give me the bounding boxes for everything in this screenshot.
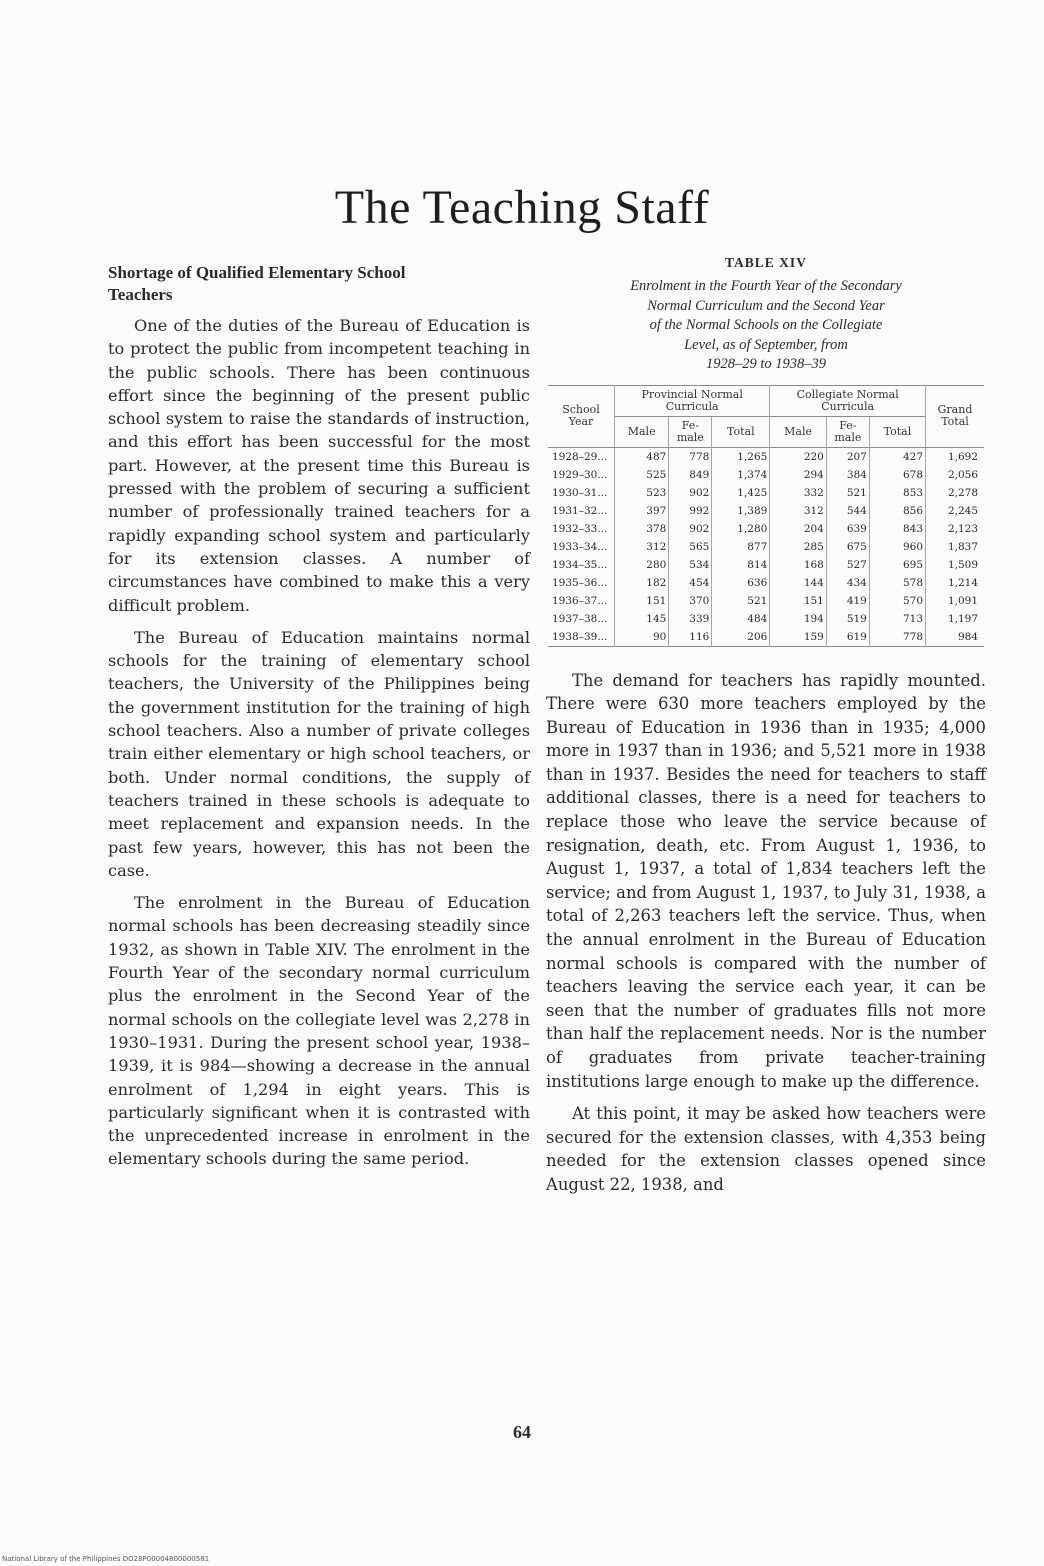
- table-cell: 523: [615, 484, 669, 502]
- table-row: [548, 592, 984, 610]
- table-cell: 1,837: [926, 538, 985, 556]
- table-caption: [546, 277, 986, 375]
- table-row: [548, 538, 984, 556]
- cell-school-year: 1937–38...: [552, 612, 608, 625]
- col-header-total: Total: [712, 416, 770, 447]
- table-cell: 384: [826, 466, 869, 484]
- table-cell: 534: [669, 556, 712, 574]
- table-row: [548, 466, 984, 484]
- table-row: [548, 502, 984, 520]
- table-row: [548, 520, 984, 538]
- table-row: [548, 610, 984, 628]
- table-cell: 339: [669, 610, 712, 628]
- table-cell: 182: [615, 574, 669, 592]
- table-cell: 1,197: [926, 610, 985, 628]
- table-cell: 519: [826, 610, 869, 628]
- page-title: The Teaching Staff: [334, 181, 710, 234]
- cell-school-year: 1933–34...: [552, 540, 608, 553]
- col-header-provincial: Provincial Normal Curricula: [615, 385, 770, 416]
- table-cell: 487: [615, 447, 669, 466]
- table-cell: 578: [869, 574, 925, 592]
- col-header-male: Male: [770, 416, 827, 447]
- cell-school-year: 1932–33...: [552, 522, 608, 535]
- table-cell: 427: [869, 447, 925, 466]
- right-body: [546, 669, 986, 1197]
- table-cell: 151: [770, 592, 827, 610]
- table-cell: 2,056: [926, 466, 985, 484]
- table-cell: 525: [615, 466, 669, 484]
- col-header-grand-total: Grand Total: [926, 385, 985, 447]
- cell-school-year: 1934–35...: [552, 558, 608, 571]
- col-header-total: Total: [869, 416, 925, 447]
- section-heading: [108, 262, 530, 306]
- table-cell: 984: [926, 628, 985, 647]
- table-cell: 778: [869, 628, 925, 647]
- col-header-collegiate: Collegiate Normal Curricula: [770, 385, 926, 416]
- table-cell: 145: [615, 610, 669, 628]
- paragraph: The demand for teachers has rapidly mounted. There were 630 more teachers employed by the Bureau of Education in 1936 than in 1935; 4,000 more in 1937 than in 1936; and 5,521 more in 1938 than in 1937. Besides the need for teachers to staff additional classes, there is a need for teachers to replace those who leave the service because of resignation, death, etc. From August 1, 1936, to August 1, 1937, a total of 1,834 teachers left the service; and from August 1, 1937, to July 31, 1938, a total of 2,263 teachers left the service. Thus, when the annual enrolment in the Bureau of Education normal schools is compared with the number of teachers leaving the service each year, it can be seen that the number of graduates fills not more than half the replacement needs. Nor is the number of graduates from private teacher-training institutions large enough to make up the difference.: [546, 670, 986, 1091]
- table-cell: 1,374: [712, 466, 770, 484]
- table-cell: 285: [770, 538, 827, 556]
- cell-school-year: 1931–32...: [552, 504, 608, 517]
- table-cell: 207: [826, 447, 869, 466]
- caption-line: 1928–29 to 1938–39: [705, 356, 827, 372]
- table-cell: 856: [869, 502, 925, 520]
- table-cell: 1,389: [712, 502, 770, 520]
- table-label: TABLE XIV: [725, 255, 807, 270]
- table-cell: 90: [615, 628, 669, 647]
- table-cell: 116: [669, 628, 712, 647]
- table-cell: 332: [770, 484, 827, 502]
- table-cell: 1,265: [712, 447, 770, 466]
- caption-line: Level, as of September, from: [684, 336, 848, 353]
- table-row: [548, 628, 984, 647]
- col-header-female: Fe-male: [669, 416, 712, 447]
- table-cell: 565: [669, 538, 712, 556]
- table-cell: 151: [615, 592, 669, 610]
- table-cell: 902: [669, 520, 712, 538]
- table-cell: 902: [669, 484, 712, 502]
- table-cell: 220: [770, 447, 827, 466]
- table-cell: 1,509: [926, 556, 985, 574]
- table-cell: 454: [669, 574, 712, 592]
- table-cell: 1,091: [926, 592, 985, 610]
- section-heading-line: Teachers: [108, 285, 173, 304]
- cell-school-year: 1930–31...: [552, 486, 608, 499]
- table-cell: 294: [770, 466, 827, 484]
- table-cell: 206: [712, 628, 770, 647]
- table-cell: 992: [669, 502, 712, 520]
- table-row: [548, 574, 984, 592]
- caption-line: of the Normal Schools on the Collegiate: [649, 317, 883, 333]
- table-cell: 1,425: [712, 484, 770, 502]
- table-row: [548, 484, 984, 502]
- table-cell: 675: [826, 538, 869, 556]
- col-header-female: Fe-male: [826, 416, 869, 447]
- table-cell: 521: [826, 484, 869, 502]
- table-cell: 521: [712, 592, 770, 610]
- table-cell: 544: [826, 502, 869, 520]
- table-cell: 434: [826, 574, 869, 592]
- right-column: [546, 255, 986, 1206]
- cell-school-year: 1928–29...: [552, 450, 608, 463]
- table-cell: 1,692: [926, 447, 985, 466]
- table-cell: 849: [669, 466, 712, 484]
- table-cell: 204: [770, 520, 827, 538]
- table-cell: 636: [712, 574, 770, 592]
- table-cell: 194: [770, 610, 827, 628]
- caption-line: Enrolment in the Fourth Year of the Secondary: [630, 278, 902, 294]
- section-heading-line: Shortage of Qualified Elementary School: [108, 263, 406, 282]
- table-cell: 159: [770, 628, 827, 647]
- col-header-male: Male: [615, 416, 669, 447]
- table-cell: 877: [712, 538, 770, 556]
- table-cell: 312: [770, 502, 827, 520]
- paragraph: One of the duties of the Bureau of Education is to protect the public from incompetent teaching in the public schools. There has been continuous effort since the beginning of the present public school system to raise the standards of instruction, and this effort has been successful for the most part. However, at the present time this Bureau is pressed with the problem of securing a sufficient number of professionally trained teachers for a rapidly expanding school system and particularly for its extension classes. A number of circumstances have combined to make this a very difficult problem.: [108, 316, 530, 615]
- table-cell: 2,245: [926, 502, 985, 520]
- table-cell: 1,280: [712, 520, 770, 538]
- cell-school-year: 1935–36...: [552, 576, 608, 589]
- table-cell: 312: [615, 538, 669, 556]
- cell-school-year: 1936–37...: [552, 594, 608, 607]
- table-cell: 619: [826, 628, 869, 647]
- page-number: 64: [513, 1422, 531, 1442]
- col-header-school-year: School Year: [548, 385, 615, 447]
- enrolment-table: [548, 385, 984, 647]
- table-cell: 378: [615, 520, 669, 538]
- paragraph: At this point, it may be asked how teachers were secured for the extension classes, with 4,353 being needed for the extension classes opened since August 22, 1938, and: [546, 1104, 986, 1194]
- table-cell: 397: [615, 502, 669, 520]
- scan-credit: National Library of the Philippines DO28P00004800000581: [2, 1555, 210, 1563]
- table-cell: 1,214: [926, 574, 985, 592]
- table-cell: 960: [869, 538, 925, 556]
- table-cell: 570: [869, 592, 925, 610]
- paragraph: The Bureau of Education maintains normal schools for the training of elementary school teachers, the University of the Philippines being the government institution for the training of high school teachers. Also a number of private colleges train either elementary or high school teachers, or both. Under normal conditions, the supply of teachers trained in these schools is adequate to meet replacement and expansion needs. In the past few years, however, this has not been the case.: [108, 627, 530, 880]
- table-cell: 678: [869, 466, 925, 484]
- table-cell: 2,123: [926, 520, 985, 538]
- cell-school-year: 1938–39...: [552, 630, 608, 643]
- table-cell: 168: [770, 556, 827, 574]
- table-cell: 713: [869, 610, 925, 628]
- caption-line: Normal Curriculum and the Second Year: [647, 297, 885, 314]
- table-cell: 419: [826, 592, 869, 610]
- table-cell: 144: [770, 574, 827, 592]
- table-cell: 527: [826, 556, 869, 574]
- table-row: [548, 447, 984, 466]
- table-row: [548, 556, 984, 574]
- table-cell: 639: [826, 520, 869, 538]
- left-column: [108, 262, 530, 1180]
- table-cell: 814: [712, 556, 770, 574]
- cell-school-year: 1929–30...: [552, 468, 608, 481]
- table-cell: 484: [712, 610, 770, 628]
- table-cell: 2,278: [926, 484, 985, 502]
- table-cell: 853: [869, 484, 925, 502]
- table-cell: 370: [669, 592, 712, 610]
- paragraph: The enrolment in the Bureau of Education normal schools has been decreasing steadily since 1932, as shown in Table XIV. The enrolment in the Fourth Year of the secondary normal curriculum plus the enrolment in the Second Year of the normal schools on the collegiate level was 2,278 in 1930–1931. During the present school year, 1938–1939, it is 984—showing a decrease in the annual enrolment of 1,294 in eight years. This is particularly significant when it is contrasted with the unprecedented increase in enrolment in the elementary schools during the same period.: [108, 893, 530, 1169]
- table-cell: 778: [669, 447, 712, 466]
- table-cell: 280: [615, 556, 669, 574]
- table-cell: 695: [869, 556, 925, 574]
- table-cell: 843: [869, 520, 925, 538]
